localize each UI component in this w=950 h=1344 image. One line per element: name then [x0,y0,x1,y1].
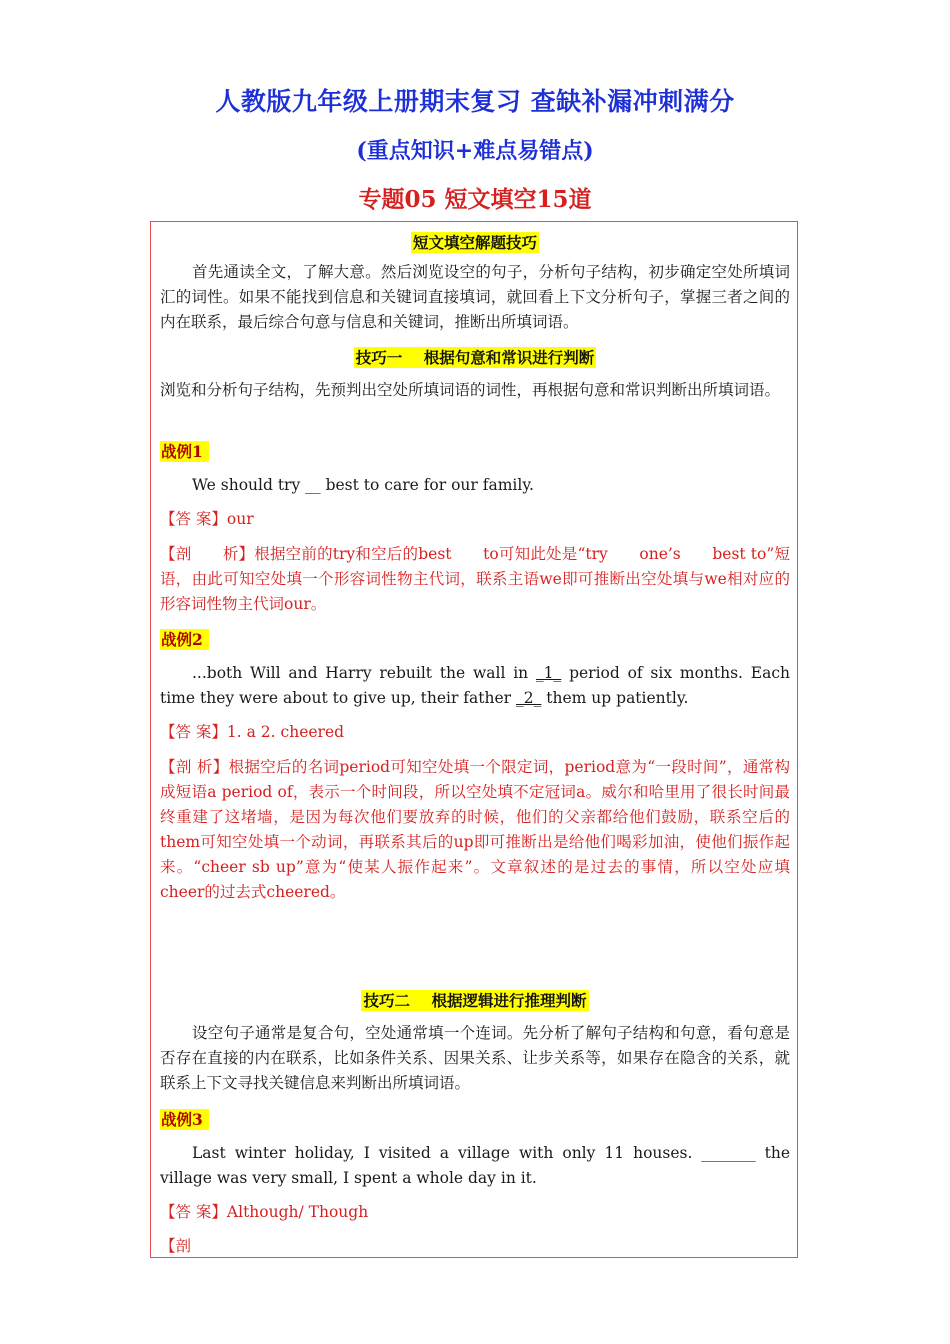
skill2-heading [160,988,790,1014]
example3-label: 战例3 [160,1109,209,1130]
document-subtitle: (重点知识+难点易错点) [356,138,594,164]
example2-sentence [160,661,790,711]
example3-label-row [160,1107,790,1133]
example1-analysis: 【剖 析】根据空前的try和空后的best to可知此处是“try one’s best to”短语，由此可知空处填一个形容词性物主代词，联系主语we即可推断出空处填与we相对应的形容词性物主代词our。 [160,545,790,613]
document-title: 人教版九年级上册期末复习 查缺补漏冲刺满分 [215,87,735,116]
skill1-heading [160,345,790,371]
example2-sentence-part2: period of six months. Each time they were about to give up, their father [160,664,790,707]
blank-2: _2_ [516,689,542,707]
example2-label: 战例2 [160,629,209,650]
example1-sentence: We should try __ best to care for our family. [192,476,534,494]
example2-sentence-part1: ...both Will and Harry rebuilt the wall in [192,664,536,682]
skill2-heading-text: 技巧二 根据逻辑进行推理判断 [363,991,587,1010]
intro-paragraph: 首先通读全文，了解大意。然后浏览设空的句子，分析句子结构，初步确定空处所填词汇的词性。如果不能找到信息和关键词直接填词，就回看上下文分析句子，掌握三者之间的内在联系，最后综合句意与信息和关键词，推断出所填词语。 [160,263,790,331]
skill2-paragraph: 设空句子通常是复合句，空处通常填一个连词。先分析了解句子结构和句意，看句意是否存在直接的内在联系，比如条件关系、因果关系、让步关系等，如果存在隐含的关系，就联系上下文寻找关键信息来判断出所填词语。 [160,1024,790,1092]
intro-heading-text: 短文填空解题技巧 [412,233,537,252]
content-box [150,221,798,1258]
example2-analysis: 【剖 析】根据空后的名词period可知空处填一个限定词，period意为“一段时间”，通常构成短语a period of，表示一个时间段，所以空处填不定冠词a。威尔和哈里用了很长时间最终重建了这堵墙，是因为每次他们要放弃的时候，他们的父亲都给他们鼓励，联系空后的them可知空处填一个动词，再联系其后的up即可推断出是给他们喝彩加油，使他们振作起来。“cheer sb up”意为“使某人振作起来”。文章叙述的是过去的事情，所以空处应填cheer的过去式cheered。 [160,758,790,901]
example3-answer: 【答 案】Although/ Though [160,1203,369,1221]
blank-1: _1_ [535,664,562,682]
example2-answer: 【答 案】1. a 2. cheered [160,723,345,741]
example3-sentence: Last winter holiday, I visited a village with only 11 houses. _______ the village was very small, I spent a whole day in it. [160,1144,790,1187]
example2-sentence-part3: them up patiently. [541,689,689,707]
example1-label: 战例1 [160,441,209,462]
intro-heading [160,230,790,256]
skill1-paragraph: 浏览和分析句子结构，先预判出空处所填词语的词性，再根据句意和常识判断出所填词语。 [160,381,781,399]
skill1-heading-text: 技巧一 根据句意和常识进行判断 [355,348,595,367]
topic-title: 专题05 短文填空15道 [358,186,592,213]
example2-label-row [160,627,790,653]
example3-analysis-start: 【剖 [160,1237,192,1255]
example1-answer: 【答 案】our [160,510,254,528]
example1-label-row [160,439,790,465]
